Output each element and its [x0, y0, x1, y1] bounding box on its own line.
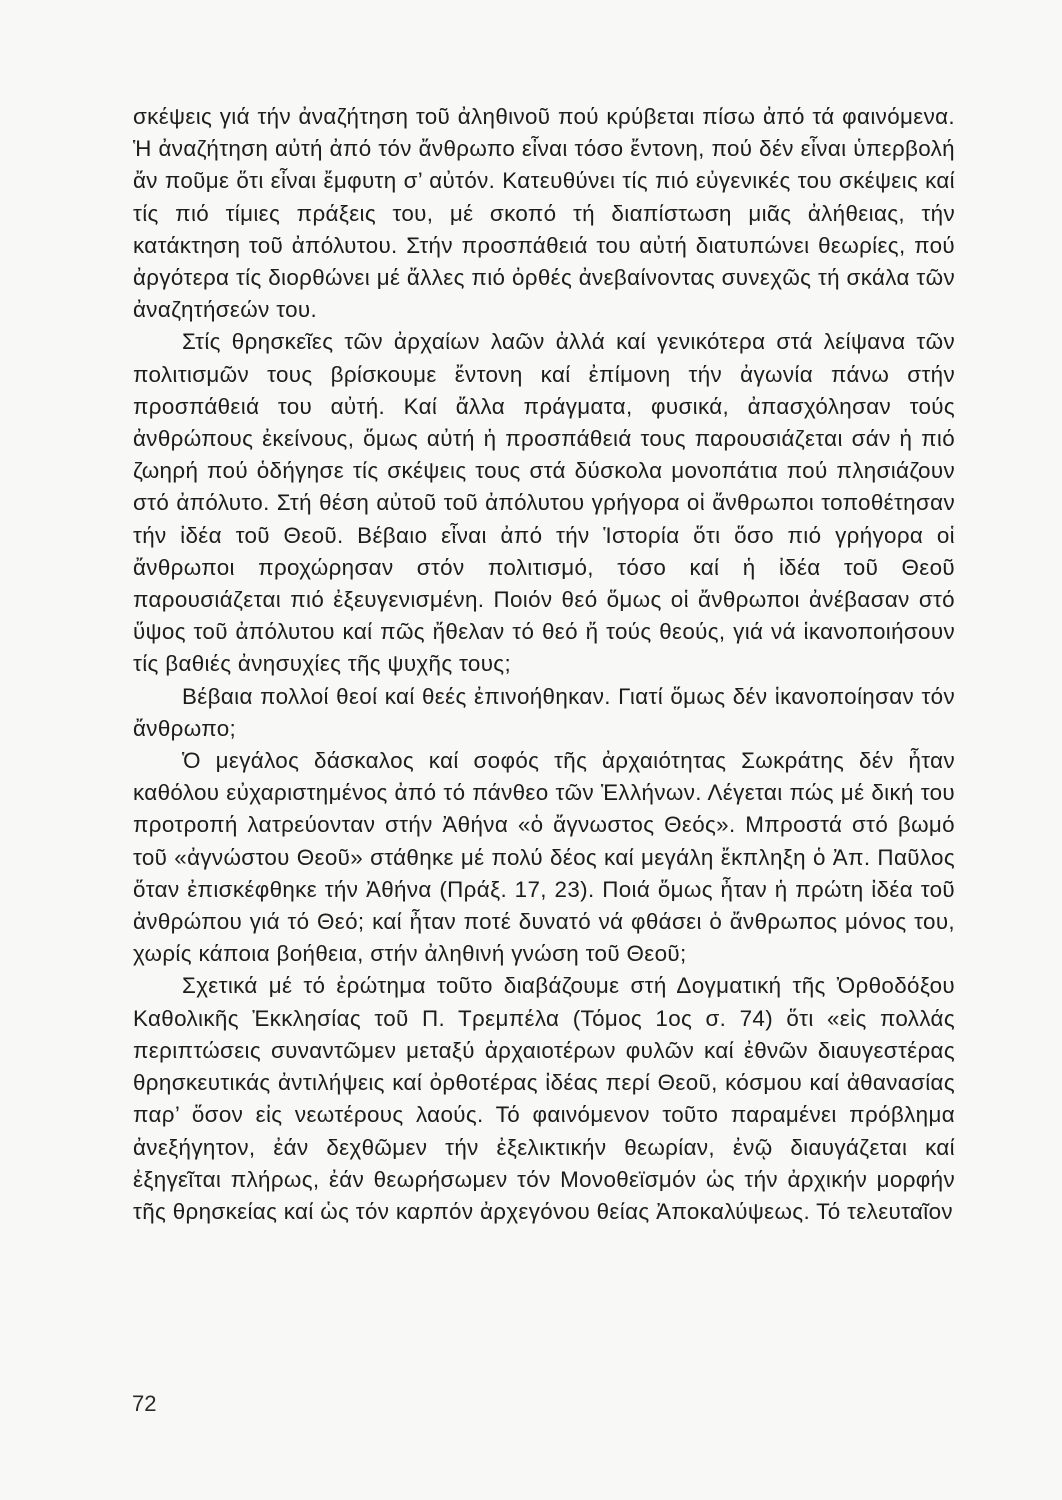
paragraph-1: σκέψεις γιά τήν ἀναζήτηση τοῦ ἀληθινοῦ πού κρύβεται πίσω ἀπό τά φαινόμενα. Ἡ ἀναζήτηση αὐτή ἀπό τόν ἄνθρωπο εἶναι τόσο ἔντονη, πού δέν εἶναι ὑπερβολή ἄν ποῦμε ὅτι εἶναι ἔμφυτη σ’ αὐτόν. Κατευθύνει τίς πιό εὐγενικές του σκέψεις καί τίς πιό τίμιες πράξεις του, μέ σκοπό τή διαπίστωση μιᾶς ἀλήθειας, τήν κατάκτηση τοῦ ἀπόλυτου. Στήν προσπάθειά του αὐτή διατυπώνει θεωρίες, πού ἀργότερα τίς διορθώνει μέ ἄλλες πιό ὀρθές ἀνεβαίνοντας συνεχῶς τή σκάλα τῶν ἀναζητήσεών του. — [133, 104, 955, 323]
paragraph-2: Στίς θρησκεῖες τῶν ἀρχαίων λαῶν ἀλλά καί γενικότερα στά λείψανα τῶν πολιτισμῶν τους βρίσκουμε ἔντονη καί ἐπίμονη τήν ἀγωνία πάνω στήν προσπάθειά του αὐτή. Καί ἄλλα πράγματα, φυσικά, ἀπασχόλησαν τούς ἀνθρώπους ἐκείνους, ὅμως αὐτή ἡ προσπάθειά τους παρουσιάζεται σάν ἡ πιό ζωηρή πού ὁδήγησε τίς σκέψεις τους στά δύσκολα μονοπάτια πού πλησιάζουν στό ἀπόλυτο. Στή θέση αὐτοῦ τοῦ ἀπόλυτου γρήγορα οἱ ἄνθρωποι τοποθέτησαν τήν ἰδέα τοῦ Θεοῦ. Βέβαιο εἶναι ἀπό τήν Ἱστορία ὅτι ὅσο πιό γρήγορα οἱ ἄνθρωποι προχώρησαν στόν πολιτισμό, τόσο καί ἡ ἰδέα τοῦ Θεοῦ παρουσιάζεται πιό ἐξευγενισμένη. Ποιόν θεό ὅμως οἱ ἄνθρωποι ἀνέβασαν στό ὕψος τοῦ ἀπόλυτου καί πῶς ἤθελαν τό θεό ἤ τούς θεούς, γιά νά ἱκανοποιήσουν τίς βαθιές ἀνησυχίες τῆς ψυχῆς τους; — [133, 329, 955, 677]
body-text — [133, 101, 955, 1228]
paragraph-3: Βέβαια πολλοί θεοί καί θεές ἐπινοήθηκαν. Γιατί ὅμως δέν ἱκανοποίησαν τόν ἄνθρωπο; — [133, 683, 955, 741]
paragraph-5: Σχετικά μέ τό ἐρώτημα τοῦτο διαβάζουμε στή Δογματική τῆς Ὀρθοδόξου Καθολικῆς Ἐκκλησίας τοῦ Π. Τρεμπέλα (Τόμος 1ος σ. 74) ὅτι «εἰς πολλάς περιπτώσεις συναντῶμεν μεταξύ ἀρχαιοτέρων φυλῶν καί ἐθνῶν διαυγεστέρας θρησκευτικάς ἀντιλήψεις καί ὀρθοτέρας ἰδέας περί Θεοῦ, κόσμου καί ἀθανασίας παρ’ ὅσον εἰς νεωτέρους λαούς. Τό φαινόμενον τοῦτο παραμένει πρόβλημα ἀνεξήγητον, ἐάν δεχθῶμεν τήν ἐξελικτικήν θεωρίαν, ἐνῷ διαυγάζεται καί ἐξηγεῖται πλήρως, ἐάν θεωρήσωμεν τόν Μονοθεϊσμόν ὡς τήν ἀρχικήν μορφήν τῆς θρησκείας καί ὡς τόν καρπόν ἀρχεγόνου θείας Ἀποκαλύψεως. Τό τελευταῖον — [133, 973, 955, 1224]
paragraph-4: Ὁ μεγάλος δάσκαλος καί σοφός τῆς ἀρχαιότητας Σωκράτης δέν ἦταν καθόλου εὐχαριστημένος ἀπό τό πάνθεο τῶν Ἑλλήνων. Λέγεται πώς μέ δική του προτροπή λατρεύονταν στήν Ἀθήνα «ὁ ἄγνωστος Θεός». Μπροστά στό βωμό τοῦ «ἀγνώστου Θεοῦ» στάθηκε μέ πολύ δέος καί μεγάλη ἔκπληξη ὁ Ἀπ. Παῦλος ὅταν ἐπισκέφθηκε τήν Ἀθήνα (Πράξ. 17, 23). Ποιά ὅμως ἦταν ἡ πρώτη ἰδέα τοῦ ἀνθρώπου γιά τό Θεό; καί ἦταν ποτέ δυνατό νά φθάσει ὁ ἄνθρωπος μόνος του, χωρίς κάποια βοήθεια, στήν ἀληθινή γνώση τοῦ Θεοῦ; — [133, 748, 955, 967]
page-number: 72 — [132, 1391, 157, 1416]
